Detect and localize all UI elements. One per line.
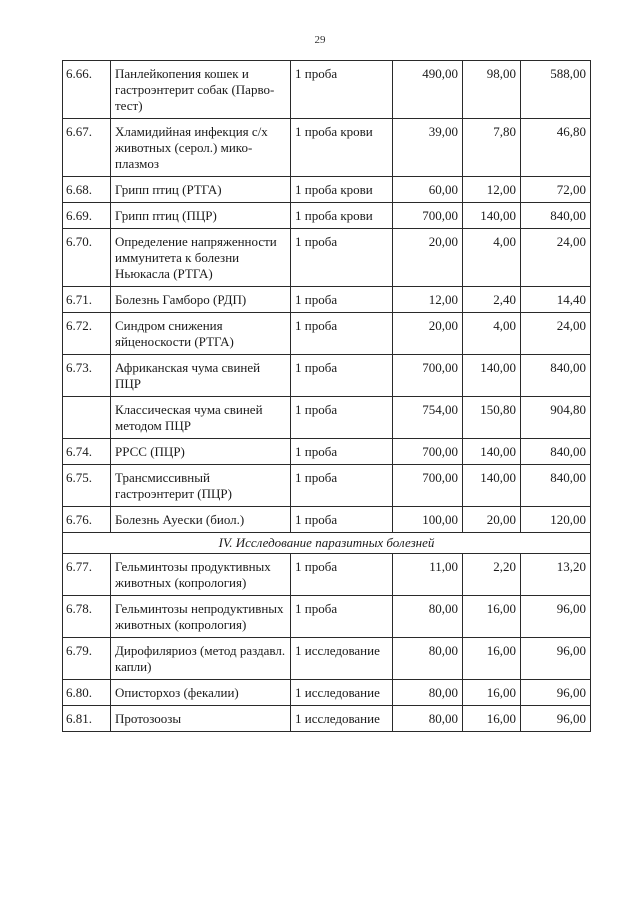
row-vat: 16,00	[463, 680, 521, 706]
row-total: 24,00	[521, 313, 591, 355]
table-row	[63, 397, 591, 439]
row-unit: 1 проба	[291, 465, 393, 507]
table-row	[63, 313, 591, 355]
row-code: 6.75.	[63, 465, 111, 507]
row-price: 60,00	[393, 177, 463, 203]
row-unit: 1 проба крови	[291, 203, 393, 229]
row-unit: 1 проба	[291, 507, 393, 533]
row-name: Болезнь Гамборо (РДП)	[111, 287, 291, 313]
row-total: 840,00	[521, 465, 591, 507]
table-body-1	[63, 61, 591, 533]
table-row	[63, 596, 591, 638]
row-total: 840,00	[521, 355, 591, 397]
table-row	[63, 287, 591, 313]
row-name: Дирофиляриоз (метод раздавл. капли)	[111, 638, 291, 680]
row-name: Гельминтозы продуктивных животных (копрология)	[111, 554, 291, 596]
row-total: 96,00	[521, 596, 591, 638]
row-price: 700,00	[393, 439, 463, 465]
row-code	[63, 397, 111, 439]
row-total: 96,00	[521, 638, 591, 680]
row-price: 12,00	[393, 287, 463, 313]
table-body-2	[63, 554, 591, 732]
row-price: 39,00	[393, 119, 463, 177]
row-code: 6.70.	[63, 229, 111, 287]
table-row	[63, 355, 591, 397]
table-row	[63, 507, 591, 533]
row-name: Классическая чума свиней методом ПЦР	[111, 397, 291, 439]
row-vat: 140,00	[463, 465, 521, 507]
row-price: 80,00	[393, 680, 463, 706]
row-unit: 1 проба	[291, 439, 393, 465]
row-code: 6.68.	[63, 177, 111, 203]
row-code: 6.73.	[63, 355, 111, 397]
row-vat: 12,00	[463, 177, 521, 203]
row-name: Грипп птиц (РТГА)	[111, 177, 291, 203]
row-code: 6.81.	[63, 706, 111, 732]
table-row	[63, 61, 591, 119]
row-unit: 1 исследование	[291, 706, 393, 732]
row-code: 6.76.	[63, 507, 111, 533]
row-total: 840,00	[521, 203, 591, 229]
section-row	[63, 533, 591, 554]
row-price: 11,00	[393, 554, 463, 596]
row-price: 20,00	[393, 229, 463, 287]
row-vat: 140,00	[463, 203, 521, 229]
row-code: 6.77.	[63, 554, 111, 596]
row-code: 6.78.	[63, 596, 111, 638]
row-unit: 1 проба крови	[291, 119, 393, 177]
row-price: 80,00	[393, 596, 463, 638]
table-row	[63, 229, 591, 287]
row-unit: 1 проба	[291, 313, 393, 355]
row-unit: 1 проба	[291, 61, 393, 119]
row-name: Описторхоз (фекалии)	[111, 680, 291, 706]
row-vat: 140,00	[463, 439, 521, 465]
row-total: 588,00	[521, 61, 591, 119]
row-vat: 4,00	[463, 229, 521, 287]
row-code: 6.74.	[63, 439, 111, 465]
row-vat: 16,00	[463, 706, 521, 732]
row-code: 6.69.	[63, 203, 111, 229]
row-code: 6.79.	[63, 638, 111, 680]
row-vat: 7,80	[463, 119, 521, 177]
row-name: Грипп птиц (ПЦР)	[111, 203, 291, 229]
row-code: 6.67.	[63, 119, 111, 177]
row-unit: 1 проба	[291, 355, 393, 397]
row-name: Протозоозы	[111, 706, 291, 732]
table-row	[63, 203, 591, 229]
row-total: 96,00	[521, 706, 591, 732]
row-name: Болезнь Ауески (биол.)	[111, 507, 291, 533]
row-name: Определение напряженности иммунитета к болезни Ньюкасла (РТГА)	[111, 229, 291, 287]
section-header-group	[63, 533, 591, 554]
row-vat: 2,20	[463, 554, 521, 596]
row-unit: 1 проба	[291, 287, 393, 313]
row-total: 14,40	[521, 287, 591, 313]
table-row	[63, 177, 591, 203]
row-unit: 1 проба	[291, 397, 393, 439]
price-table	[62, 60, 591, 732]
row-total: 904,80	[521, 397, 591, 439]
row-total: 120,00	[521, 507, 591, 533]
row-total: 72,00	[521, 177, 591, 203]
table-row	[63, 465, 591, 507]
row-price: 700,00	[393, 465, 463, 507]
row-vat: 16,00	[463, 596, 521, 638]
row-price: 80,00	[393, 706, 463, 732]
row-vat: 98,00	[463, 61, 521, 119]
row-vat: 150,80	[463, 397, 521, 439]
row-price: 700,00	[393, 355, 463, 397]
table-row	[63, 706, 591, 732]
section-title: IV. Исследование паразитных болезней	[63, 533, 591, 554]
table-row	[63, 680, 591, 706]
row-code: 6.80.	[63, 680, 111, 706]
row-name: РРСС (ПЦР)	[111, 439, 291, 465]
row-code: 6.72.	[63, 313, 111, 355]
row-price: 490,00	[393, 61, 463, 119]
row-unit: 1 проба	[291, 596, 393, 638]
row-unit: 1 проба	[291, 229, 393, 287]
row-price: 80,00	[393, 638, 463, 680]
row-name: Панлейкопения кошек и гастроэнтерит собак (Парво-тест)	[111, 61, 291, 119]
row-price: 754,00	[393, 397, 463, 439]
row-price: 20,00	[393, 313, 463, 355]
row-name: Гельминтозы непродуктивных животных (копрология)	[111, 596, 291, 638]
row-total: 96,00	[521, 680, 591, 706]
row-unit: 1 исследование	[291, 680, 393, 706]
page-number: 29	[314, 34, 326, 46]
row-name: Африканская чума свиней ПЦР	[111, 355, 291, 397]
table-row	[63, 554, 591, 596]
row-vat: 2,40	[463, 287, 521, 313]
row-total: 24,00	[521, 229, 591, 287]
row-unit: 1 проба крови	[291, 177, 393, 203]
row-name: Трансмиссивный гастроэнтерит (ПЦР)	[111, 465, 291, 507]
row-vat: 16,00	[463, 638, 521, 680]
row-total: 46,80	[521, 119, 591, 177]
table-row	[63, 119, 591, 177]
row-code: 6.66.	[63, 61, 111, 119]
row-name: Хламидийная инфекция с/х животных (серол.) мико-плазмоз	[111, 119, 291, 177]
row-code: 6.71.	[63, 287, 111, 313]
row-unit: 1 проба	[291, 554, 393, 596]
row-total: 840,00	[521, 439, 591, 465]
row-price: 700,00	[393, 203, 463, 229]
row-unit: 1 исследование	[291, 638, 393, 680]
row-total: 13,20	[521, 554, 591, 596]
row-vat: 4,00	[463, 313, 521, 355]
table-row	[63, 638, 591, 680]
row-name: Синдром снижения яйценоскости (РТГА)	[111, 313, 291, 355]
row-vat: 20,00	[463, 507, 521, 533]
row-price: 100,00	[393, 507, 463, 533]
table-row	[63, 439, 591, 465]
row-vat: 140,00	[463, 355, 521, 397]
